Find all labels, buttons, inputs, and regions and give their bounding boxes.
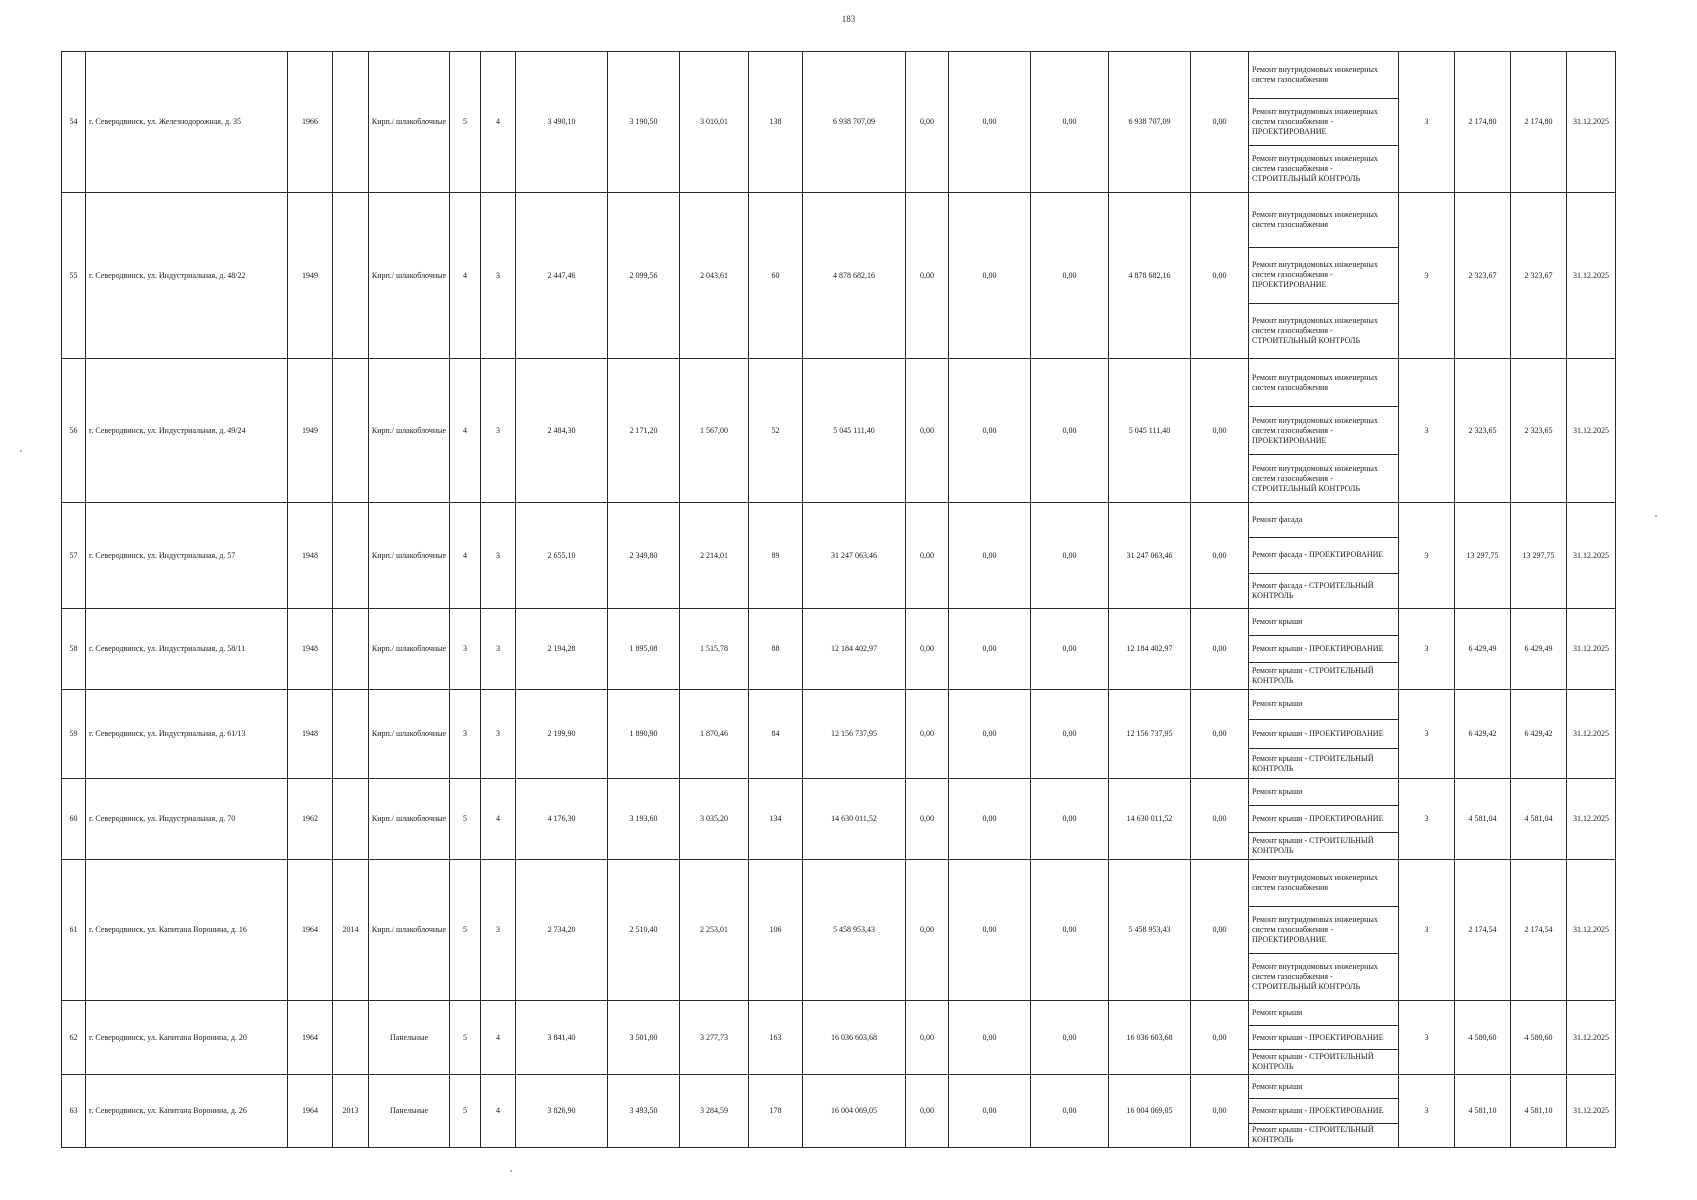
cell-year-built: 1964 bbox=[288, 860, 333, 1001]
cell-area-living: 3 193,60 bbox=[608, 779, 680, 860]
cell-fund-federal: 0,00 bbox=[906, 690, 949, 779]
cell-year-repair: 2013 bbox=[333, 1075, 369, 1148]
cell-fund-other: 0,00 bbox=[1191, 609, 1249, 690]
cell-fund-regional: 0,00 bbox=[949, 1001, 1031, 1075]
cell-priority: 3 bbox=[1399, 503, 1455, 609]
cell-fund-other: 0,00 bbox=[1191, 690, 1249, 779]
cell-floors: 5 bbox=[450, 1001, 481, 1075]
cell-fund-local: 0,00 bbox=[1031, 359, 1109, 503]
work-item: Ремонт внутридомовых инженерных систем газоснабжения - СТРОИТЕЛЬНЫЙ КОНТРОЛЬ bbox=[1249, 303, 1398, 358]
cell-works bbox=[1249, 1001, 1399, 1075]
cell-works bbox=[1249, 860, 1399, 1001]
cell-area-living: 3 190,50 bbox=[608, 52, 680, 193]
cell-year-built: 1964 bbox=[288, 1075, 333, 1148]
cell-year-built: 1948 bbox=[288, 609, 333, 690]
cell-residents: 84 bbox=[749, 690, 803, 779]
cell-fund-regional: 0,00 bbox=[949, 1075, 1031, 1148]
work-item: Ремонт внутридомовых инженерных систем газоснабжения bbox=[1252, 873, 1378, 892]
cell-fund-other: 0,00 bbox=[1191, 779, 1249, 860]
cell-area-living: 3 493,50 bbox=[608, 1075, 680, 1148]
cell-priority: 3 bbox=[1399, 860, 1455, 1001]
cell-fund-other: 0,00 bbox=[1191, 1075, 1249, 1148]
cell-address: г. Северодвинск, ул. Индустриальная, д. 70 bbox=[86, 779, 288, 860]
cell-works bbox=[1249, 1075, 1399, 1148]
cell-num: 60 bbox=[62, 779, 86, 860]
cell-unit-cost: 2 174,54 bbox=[1455, 860, 1511, 1001]
cell-cost-total: 4 878 682,16 bbox=[803, 193, 906, 359]
cell-area-residents: 1 567,00 bbox=[680, 359, 749, 503]
cell-fund-federal: 0,00 bbox=[906, 779, 949, 860]
cell-wall: Кирп./ шлакоблочные bbox=[369, 52, 450, 193]
page-number: 183 bbox=[841, 14, 856, 24]
work-item: Ремонт крыши - ПРОЕКТИРОВАНИЕ bbox=[1249, 1025, 1398, 1050]
cell-entrances: 3 bbox=[481, 860, 516, 1001]
cell-unit-cost-max: 2 174,80 bbox=[1511, 52, 1567, 193]
cell-wall: Кирп./ шлакоблочные bbox=[369, 690, 450, 779]
cell-address: г. Северодвинск, ул. Индустриальная, д. 49/24 bbox=[86, 359, 288, 503]
cell-area-residents: 3 277,73 bbox=[680, 1001, 749, 1075]
cell-area-total: 3 490,10 bbox=[516, 52, 608, 193]
cell-area-total: 3 841,40 bbox=[516, 1001, 608, 1075]
cell-unit-cost: 2 323,67 bbox=[1455, 193, 1511, 359]
cell-deadline: 31.12.2025 bbox=[1567, 193, 1616, 359]
table-row bbox=[62, 193, 1616, 359]
work-item: Ремонт фасада - ПРОЕКТИРОВАНИЕ bbox=[1249, 537, 1398, 572]
work-item: Ремонт фасада bbox=[1252, 515, 1303, 525]
cell-num: 57 bbox=[62, 503, 86, 609]
cell-address: г. Северодвинск, ул. Индустриальная, д. 58/11 bbox=[86, 609, 288, 690]
cell-cost-total: 16 036 603,68 bbox=[803, 1001, 906, 1075]
cell-area-residents: 2 214,01 bbox=[680, 503, 749, 609]
cell-priority: 3 bbox=[1399, 193, 1455, 359]
work-item: Ремонт крыши bbox=[1252, 1007, 1303, 1017]
work-item: Ремонт крыши bbox=[1252, 617, 1303, 626]
cell-fund-regional: 0,00 bbox=[949, 609, 1031, 690]
work-item: Ремонт внутридомовых инженерных систем газоснабжения - СТРОИТЕЛЬНЫЙ КОНТРОЛЬ bbox=[1249, 145, 1398, 192]
cell-residents: 163 bbox=[749, 1001, 803, 1075]
cell-year-built: 1949 bbox=[288, 193, 333, 359]
cell-priority: 3 bbox=[1399, 1075, 1455, 1148]
table-row bbox=[62, 1075, 1616, 1148]
cell-fund-other: 0,00 bbox=[1191, 52, 1249, 193]
work-item: Ремонт внутридомовых инженерных систем газоснабжения - СТРОИТЕЛЬНЫЙ КОНТРОЛЬ bbox=[1249, 953, 1398, 1000]
cell-address: г. Северодвинск, ул. Индустриальная, д. 61/13 bbox=[86, 690, 288, 779]
cell-fund-federal: 0,00 bbox=[906, 609, 949, 690]
cell-residents: 138 bbox=[749, 52, 803, 193]
work-item: Ремонт крыши - ПРОЕКТИРОВАНИЕ bbox=[1249, 1098, 1398, 1122]
table-body bbox=[62, 52, 1616, 1148]
cell-works bbox=[1249, 779, 1399, 860]
work-item: Ремонт крыши - СТРОИТЕЛЬНЫЙ КОНТРОЛЬ bbox=[1249, 832, 1398, 859]
cell-residents: 178 bbox=[749, 1075, 803, 1148]
cell-area-residents: 2 253,01 bbox=[680, 860, 749, 1001]
cell-fund-other: 0,00 bbox=[1191, 860, 1249, 1001]
cell-deadline: 31.12.2025 bbox=[1567, 52, 1616, 193]
cell-year-built: 1962 bbox=[288, 779, 333, 860]
cell-num: 56 bbox=[62, 359, 86, 503]
cell-cost-total: 14 630 011,52 bbox=[803, 779, 906, 860]
cell-fund-owners: 14 630 011,52 bbox=[1109, 779, 1191, 860]
cell-floors: 5 bbox=[450, 1075, 481, 1148]
scan-speck bbox=[510, 1170, 512, 1172]
work-item: Ремонт фасада - СТРОИТЕЛЬНЫЙ КОНТРОЛЬ bbox=[1249, 573, 1398, 608]
cell-residents: 60 bbox=[749, 193, 803, 359]
work-item: Ремонт крыши bbox=[1252, 699, 1303, 709]
cell-year-repair: 2014 bbox=[333, 860, 369, 1001]
cell-wall: Кирп./ шлакоблочные bbox=[369, 359, 450, 503]
cell-fund-owners: 4 878 682,16 bbox=[1109, 193, 1191, 359]
cell-num: 58 bbox=[62, 609, 86, 690]
scan-speck bbox=[1655, 515, 1657, 517]
cell-floors: 3 bbox=[450, 609, 481, 690]
cell-year-built: 1949 bbox=[288, 359, 333, 503]
work-item: Ремонт крыши bbox=[1252, 787, 1303, 796]
table-row bbox=[62, 609, 1616, 690]
cell-deadline: 31.12.2025 bbox=[1567, 779, 1616, 860]
cell-fund-regional: 0,00 bbox=[949, 359, 1031, 503]
cell-fund-other: 0,00 bbox=[1191, 193, 1249, 359]
cell-wall: Панельные bbox=[369, 1001, 450, 1075]
cell-deadline: 31.12.2025 bbox=[1567, 690, 1616, 779]
cell-deadline: 31.12.2025 bbox=[1567, 1075, 1616, 1148]
cell-address: г. Северодвинск, ул. Индустриальная, д. 57 bbox=[86, 503, 288, 609]
cell-area-living: 2 171,20 bbox=[608, 359, 680, 503]
cell-fund-other: 0,00 bbox=[1191, 503, 1249, 609]
cell-floors: 5 bbox=[450, 52, 481, 193]
cell-fund-local: 0,00 bbox=[1031, 52, 1109, 193]
cell-priority: 3 bbox=[1399, 52, 1455, 193]
cell-address: г. Северодвинск, ул. Капитана Воронина, д. 26 bbox=[86, 1075, 288, 1148]
cell-unit-cost: 4 581,04 bbox=[1455, 779, 1511, 860]
cell-year-repair bbox=[333, 779, 369, 860]
work-item: Ремонт внутридомовых инженерных систем газоснабжения - ПРОЕКТИРОВАНИЕ bbox=[1249, 98, 1398, 145]
cell-num: 63 bbox=[62, 1075, 86, 1148]
cell-year-built: 1948 bbox=[288, 690, 333, 779]
cell-year-built: 1964 bbox=[288, 1001, 333, 1075]
cell-unit-cost-max: 2 174,54 bbox=[1511, 860, 1567, 1001]
table-row bbox=[62, 359, 1616, 503]
cell-fund-local: 0,00 bbox=[1031, 1001, 1109, 1075]
cell-area-living: 2 349,80 bbox=[608, 503, 680, 609]
cell-unit-cost-max: 4 580,60 bbox=[1511, 1001, 1567, 1075]
cell-cost-total: 5 458 953,43 bbox=[803, 860, 906, 1001]
cell-fund-regional: 0,00 bbox=[949, 779, 1031, 860]
scan-speck bbox=[20, 450, 22, 452]
cell-entrances: 4 bbox=[481, 52, 516, 193]
cell-deadline: 31.12.2025 bbox=[1567, 1001, 1616, 1075]
table-row bbox=[62, 860, 1616, 1001]
cell-num: 62 bbox=[62, 1001, 86, 1075]
cell-unit-cost-max: 4 581,04 bbox=[1511, 779, 1567, 860]
cell-deadline: 31.12.2025 bbox=[1567, 860, 1616, 1001]
cell-works bbox=[1249, 193, 1399, 359]
cell-entrances: 4 bbox=[481, 779, 516, 860]
cell-num: 59 bbox=[62, 690, 86, 779]
cell-fund-owners: 5 045 111,40 bbox=[1109, 359, 1191, 503]
cell-priority: 3 bbox=[1399, 359, 1455, 503]
cell-fund-owners: 31 247 063,46 bbox=[1109, 503, 1191, 609]
work-item: Ремонт крыши - ПРОЕКТИРОВАНИЕ bbox=[1249, 719, 1398, 749]
cell-residents: 52 bbox=[749, 359, 803, 503]
cell-wall: Кирп./ шлакоблочные bbox=[369, 779, 450, 860]
cell-floors: 3 bbox=[450, 690, 481, 779]
cell-deadline: 31.12.2025 bbox=[1567, 359, 1616, 503]
cell-num: 55 bbox=[62, 193, 86, 359]
cell-cost-total: 12 156 737,95 bbox=[803, 690, 906, 779]
cell-floors: 5 bbox=[450, 860, 481, 1001]
cell-area-total: 2 734,20 bbox=[516, 860, 608, 1001]
cell-fund-owners: 12 156 737,95 bbox=[1109, 690, 1191, 779]
cell-area-residents: 2 043,61 bbox=[680, 193, 749, 359]
cell-unit-cost: 4 580,60 bbox=[1455, 1001, 1511, 1075]
cell-unit-cost: 2 174,80 bbox=[1455, 52, 1511, 193]
work-item: Ремонт внутридомовых инженерных систем газоснабжения bbox=[1252, 65, 1378, 84]
cell-fund-federal: 0,00 bbox=[906, 193, 949, 359]
cell-wall: Кирп./ шлакоблочные bbox=[369, 860, 450, 1001]
cell-priority: 3 bbox=[1399, 1001, 1455, 1075]
cell-fund-local: 0,00 bbox=[1031, 1075, 1109, 1148]
cell-unit-cost: 4 581,10 bbox=[1455, 1075, 1511, 1148]
cell-address: г. Северодвинск, ул. Капитана Воронина, д. 16 bbox=[86, 860, 288, 1001]
cell-works bbox=[1249, 690, 1399, 779]
cell-cost-total: 6 938 707,09 bbox=[803, 52, 906, 193]
work-item: Ремонт крыши - СТРОИТЕЛЬНЫЙ КОНТРОЛЬ bbox=[1249, 662, 1398, 689]
cell-fund-local: 0,00 bbox=[1031, 779, 1109, 860]
cell-year-repair bbox=[333, 52, 369, 193]
cell-unit-cost-max: 2 323,67 bbox=[1511, 193, 1567, 359]
cell-fund-federal: 0,00 bbox=[906, 1001, 949, 1075]
cell-area-total: 4 176,30 bbox=[516, 779, 608, 860]
cell-entrances: 4 bbox=[481, 1075, 516, 1148]
cell-entrances: 3 bbox=[481, 503, 516, 609]
cell-fund-regional: 0,00 bbox=[949, 503, 1031, 609]
cell-floors: 4 bbox=[450, 503, 481, 609]
cell-area-living: 1 890,90 bbox=[608, 690, 680, 779]
cell-fund-other: 0,00 bbox=[1191, 1001, 1249, 1075]
cell-works bbox=[1249, 503, 1399, 609]
table-row bbox=[62, 52, 1616, 193]
capital-repair-table bbox=[61, 51, 1616, 1148]
cell-entrances: 3 bbox=[481, 193, 516, 359]
cell-area-total: 3 826,90 bbox=[516, 1075, 608, 1148]
cell-area-residents: 1 870,46 bbox=[680, 690, 749, 779]
cell-year-built: 1948 bbox=[288, 503, 333, 609]
cell-area-residents: 3 010,01 bbox=[680, 52, 749, 193]
cell-year-repair bbox=[333, 609, 369, 690]
cell-area-living: 2 510,40 bbox=[608, 860, 680, 1001]
cell-wall: Кирп./ шлакоблочные bbox=[369, 193, 450, 359]
cell-unit-cost-max: 2 323,65 bbox=[1511, 359, 1567, 503]
cell-fund-local: 0,00 bbox=[1031, 609, 1109, 690]
cell-works bbox=[1249, 359, 1399, 503]
cell-address: г. Северодвинск, ул. Капитана Воронина, д. 20 bbox=[86, 1001, 288, 1075]
cell-works bbox=[1249, 609, 1399, 690]
cell-area-total: 2 194,28 bbox=[516, 609, 608, 690]
cell-area-total: 2 199,90 bbox=[516, 690, 608, 779]
cell-area-living: 1 895,08 bbox=[608, 609, 680, 690]
cell-wall: Панельные bbox=[369, 1075, 450, 1148]
cell-area-total: 2 484,30 bbox=[516, 359, 608, 503]
work-item: Ремонт внутридомовых инженерных систем газоснабжения - ПРОЕКТИРОВАНИЕ bbox=[1249, 247, 1398, 302]
cell-unit-cost-max: 13 297,75 bbox=[1511, 503, 1567, 609]
cell-cost-total: 16 004 069,05 bbox=[803, 1075, 906, 1148]
cell-fund-federal: 0,00 bbox=[906, 1075, 949, 1148]
cell-area-total: 2 447,46 bbox=[516, 193, 608, 359]
cell-fund-owners: 6 938 707,09 bbox=[1109, 52, 1191, 193]
table-row bbox=[62, 503, 1616, 609]
work-item: Ремонт внутридомовых инженерных систем газоснабжения - ПРОЕКТИРОВАНИЕ bbox=[1249, 906, 1398, 953]
cell-unit-cost-max: 4 581,10 bbox=[1511, 1075, 1567, 1148]
cell-fund-owners: 16 036 603,68 bbox=[1109, 1001, 1191, 1075]
cell-unit-cost: 6 429,49 bbox=[1455, 609, 1511, 690]
work-item: Ремонт внутридомовых инженерных систем газоснабжения - ПРОЕКТИРОВАНИЕ bbox=[1249, 406, 1398, 454]
cell-area-total: 2 655,10 bbox=[516, 503, 608, 609]
cell-fund-owners: 16 004 069,05 bbox=[1109, 1075, 1191, 1148]
cell-fund-federal: 0,00 bbox=[906, 503, 949, 609]
cell-deadline: 31.12.2025 bbox=[1567, 503, 1616, 609]
cell-unit-cost-max: 6 429,49 bbox=[1511, 609, 1567, 690]
cell-deadline: 31.12.2025 bbox=[1567, 609, 1616, 690]
cell-unit-cost: 6 429,42 bbox=[1455, 690, 1511, 779]
cell-priority: 3 bbox=[1399, 609, 1455, 690]
cell-fund-regional: 0,00 bbox=[949, 52, 1031, 193]
cell-wall: Кирп./ шлакоблочные bbox=[369, 503, 450, 609]
table-row bbox=[62, 1001, 1616, 1075]
cell-priority: 3 bbox=[1399, 690, 1455, 779]
cell-fund-regional: 0,00 bbox=[949, 860, 1031, 1001]
cell-fund-other: 0,00 bbox=[1191, 359, 1249, 503]
cell-cost-total: 31 247 063,46 bbox=[803, 503, 906, 609]
cell-area-residents: 1 515,78 bbox=[680, 609, 749, 690]
cell-entrances: 3 bbox=[481, 690, 516, 779]
work-item: Ремонт крыши bbox=[1252, 1081, 1303, 1091]
cell-year-repair bbox=[333, 690, 369, 779]
cell-residents: 88 bbox=[749, 609, 803, 690]
cell-area-living: 2 099,56 bbox=[608, 193, 680, 359]
cell-area-residents: 3 035,20 bbox=[680, 779, 749, 860]
cell-year-repair bbox=[333, 359, 369, 503]
cell-unit-cost: 2 323,65 bbox=[1455, 359, 1511, 503]
cell-year-repair bbox=[333, 1001, 369, 1075]
table-row bbox=[62, 690, 1616, 779]
cell-fund-federal: 0,00 bbox=[906, 52, 949, 193]
cell-fund-federal: 0,00 bbox=[906, 860, 949, 1001]
cell-address: г. Северодвинск, ул. Железнодорожная, д. 35 bbox=[86, 52, 288, 193]
cell-fund-local: 0,00 bbox=[1031, 503, 1109, 609]
work-item: Ремонт внутридомовых инженерных систем газоснабжения - СТРОИТЕЛЬНЫЙ КОНТРОЛЬ bbox=[1249, 454, 1398, 502]
cell-fund-federal: 0,00 bbox=[906, 359, 949, 503]
cell-fund-local: 0,00 bbox=[1031, 860, 1109, 1001]
cell-entrances: 3 bbox=[481, 609, 516, 690]
cell-unit-cost: 13 297,75 bbox=[1455, 503, 1511, 609]
work-item: Ремонт крыши - СТРОИТЕЛЬНЫЙ КОНТРОЛЬ bbox=[1249, 1049, 1398, 1074]
work-item: Ремонт внутридомовых инженерных систем газоснабжения bbox=[1252, 372, 1378, 392]
cell-entrances: 3 bbox=[481, 359, 516, 503]
work-item: Ремонт крыши - ПРОЕКТИРОВАНИЕ bbox=[1249, 635, 1398, 662]
work-item: Ремонт крыши - ПРОЕКТИРОВАНИЕ bbox=[1249, 805, 1398, 832]
cell-floors: 4 bbox=[450, 193, 481, 359]
cell-area-living: 3 501,00 bbox=[608, 1001, 680, 1075]
cell-area-residents: 3 284,59 bbox=[680, 1075, 749, 1148]
work-item: Ремонт внутридомовых инженерных систем газоснабжения bbox=[1252, 210, 1378, 230]
cell-num: 54 bbox=[62, 52, 86, 193]
cell-fund-owners: 5 458 953,43 bbox=[1109, 860, 1191, 1001]
cell-fund-regional: 0,00 bbox=[949, 193, 1031, 359]
cell-num: 61 bbox=[62, 860, 86, 1001]
cell-works bbox=[1249, 52, 1399, 193]
table-row bbox=[62, 779, 1616, 860]
cell-fund-owners: 12 184 402,97 bbox=[1109, 609, 1191, 690]
cell-entrances: 4 bbox=[481, 1001, 516, 1075]
cell-cost-total: 5 045 111,40 bbox=[803, 359, 906, 503]
cell-year-built: 1966 bbox=[288, 52, 333, 193]
cell-residents: 106 bbox=[749, 860, 803, 1001]
cell-year-repair bbox=[333, 193, 369, 359]
cell-residents: 89 bbox=[749, 503, 803, 609]
cell-priority: 3 bbox=[1399, 779, 1455, 860]
work-item: Ремонт крыши - СТРОИТЕЛЬНЫЙ КОНТРОЛЬ bbox=[1249, 1123, 1398, 1147]
cell-floors: 4 bbox=[450, 359, 481, 503]
cell-year-repair bbox=[333, 503, 369, 609]
cell-address: г. Северодвинск, ул. Индустриальная, д. 48/22 bbox=[86, 193, 288, 359]
cell-residents: 134 bbox=[749, 779, 803, 860]
cell-fund-local: 0,00 bbox=[1031, 690, 1109, 779]
cell-fund-regional: 0,00 bbox=[949, 690, 1031, 779]
cell-unit-cost-max: 6 429,42 bbox=[1511, 690, 1567, 779]
cell-wall: Кирп./ шлакоблочные bbox=[369, 609, 450, 690]
cell-fund-local: 0,00 bbox=[1031, 193, 1109, 359]
work-item: Ремонт крыши - СТРОИТЕЛЬНЫЙ КОНТРОЛЬ bbox=[1249, 748, 1398, 778]
cell-floors: 5 bbox=[450, 779, 481, 860]
cell-cost-total: 12 184 402,97 bbox=[803, 609, 906, 690]
